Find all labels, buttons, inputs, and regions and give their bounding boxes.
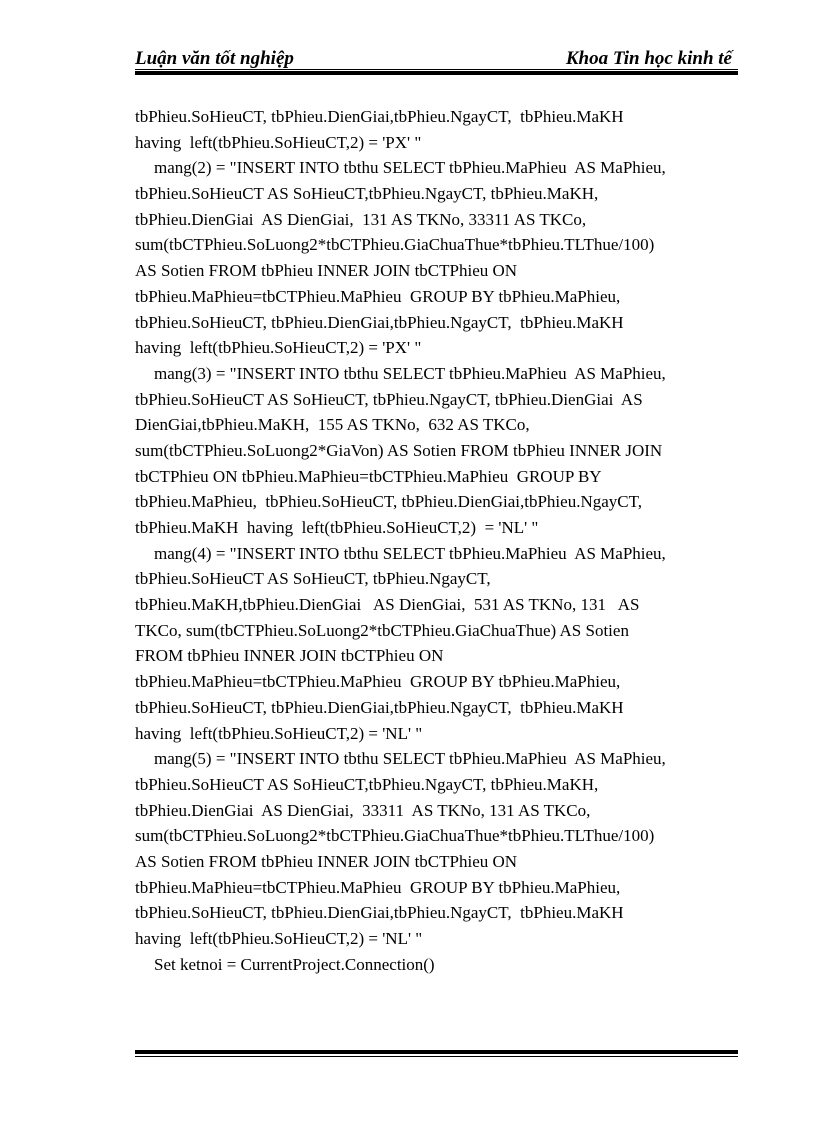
code-line: tbPhieu.DienGiai AS DienGiai, 131 AS TKNo, 33311 AS TKCo, xyxy=(135,209,587,229)
code-line: AS Sotien FROM tbPhieu INNER JOIN tbCTPhieu ON xyxy=(135,851,518,871)
code-line: tbPhieu.SoHieuCT AS SoHieuCT, tbPhieu.NgayCT, xyxy=(135,569,491,589)
faculty-name: Khoa Tin học kinh tế xyxy=(565,48,732,69)
code-line: sum(tbCTPhieu.SoLuong2*tbCTPhieu.GiaChuaThue*tbPhieu.TLThue/100) xyxy=(135,826,655,846)
code-line: tbPhieu.MaPhieu=tbCTPhieu.MaPhieu GROUP BY tbPhieu.MaPhieu, xyxy=(135,672,621,692)
code-line: tbPhieu.SoHieuCT, tbPhieu.DienGiai,tbPhieu.NgayCT, tbPhieu.MaKH xyxy=(135,903,624,923)
code-line: mang(2) = "INSERT INTO tbthu SELECT tbPhieu.MaPhieu AS MaPhieu, xyxy=(154,158,666,178)
code-line: FROM tbPhieu INNER JOIN tbCTPhieu ON xyxy=(135,646,444,666)
code-line: having left(tbPhieu.SoHieuCT,2) = 'NL' " xyxy=(135,929,423,948)
code-line: sum(tbCTPhieu.SoLuong2*GiaVon) AS Sotien FROM tbPhieu INNER JOIN xyxy=(135,440,663,460)
code-line: tbPhieu.DienGiai AS DienGiai, 33311 AS TKNo, 131 AS TKCo, xyxy=(135,800,591,820)
code-line: tbPhieu.SoHieuCT, tbPhieu.DienGiai,tbPhieu.NgayCT, tbPhieu.MaKH xyxy=(135,107,624,126)
code-line: tbPhieu.SoHieuCT AS SoHieuCT, tbPhieu.NgayCT, tbPhieu.DienGiai AS xyxy=(135,389,643,409)
code-line: having left(tbPhieu.SoHieuCT,2) = 'PX' " xyxy=(135,132,422,152)
code-line: having left(tbPhieu.SoHieuCT,2) = 'NL' " xyxy=(135,723,423,743)
footer-rule-thick xyxy=(135,1050,738,1054)
page-footer xyxy=(135,1050,738,1060)
code-line: mang(3) = "INSERT INTO tbthu SELECT tbPhieu.MaPhieu AS MaPhieu, xyxy=(154,363,666,383)
code-line: AS Sotien FROM tbPhieu INNER JOIN tbCTPhieu ON xyxy=(135,261,518,281)
thesis-title: Luận văn tốt nghiệp xyxy=(135,48,294,69)
code-line: sum(tbCTPhieu.SoLuong2*tbCTPhieu.GiaChuaThue*tbPhieu.TLThue/100) xyxy=(135,235,655,255)
code-line: mang(4) = "INSERT INTO tbthu SELECT tbPhieu.MaPhieu AS MaPhieu, xyxy=(154,543,666,563)
code-line: Set ketnoi = CurrentProject.Connection() xyxy=(154,954,435,974)
code-line: tbPhieu.SoHieuCT, tbPhieu.DienGiai,tbPhieu.NgayCT, tbPhieu.MaKH xyxy=(135,697,624,717)
code-line: mang(5) = "INSERT INTO tbthu SELECT tbPhieu.MaPhieu AS MaPhieu, xyxy=(154,749,666,769)
code-listing xyxy=(135,104,735,977)
code-line: tbPhieu.SoHieuCT, tbPhieu.DienGiai,tbPhieu.NgayCT, tbPhieu.MaKH xyxy=(135,312,624,332)
footer-rule-thin xyxy=(135,1056,738,1057)
header-rule-thick xyxy=(135,71,738,75)
code-line: tbPhieu.SoHieuCT AS SoHieuCT,tbPhieu.NgayCT, tbPhieu.MaKH, xyxy=(135,184,599,204)
code-line: tbCTPhieu ON tbPhieu.MaPhieu=tbCTPhieu.MaPhieu GROUP BY xyxy=(135,466,602,486)
code-line: tbPhieu.MaPhieu, tbPhieu.SoHieuCT, tbPhieu.DienGiai,tbPhieu.NgayCT, xyxy=(135,492,642,512)
code-line: tbPhieu.SoHieuCT AS SoHieuCT,tbPhieu.NgayCT, tbPhieu.MaKH, xyxy=(135,774,599,794)
code-line: tbPhieu.MaKH,tbPhieu.DienGiai AS DienGiai, 531 AS TKNo, 131 AS xyxy=(135,595,640,615)
header-rule-thin xyxy=(135,69,738,70)
code-line: DienGiai,tbPhieu.MaKH, 155 AS TKNo, 632 AS TKCo, xyxy=(135,415,530,435)
code-line: tbPhieu.MaPhieu=tbCTPhieu.MaPhieu GROUP BY tbPhieu.MaPhieu, xyxy=(135,877,621,897)
code-line: tbPhieu.MaKH having left(tbPhieu.SoHieuCT,2) = 'NL' " xyxy=(135,518,539,537)
code-line: TKCo, sum(tbCTPhieu.SoLuong2*tbCTPhieu.GiaChuaThue) AS Sotien xyxy=(135,620,629,640)
code-line: having left(tbPhieu.SoHieuCT,2) = 'PX' " xyxy=(135,338,422,358)
page-header xyxy=(135,46,738,72)
code-line: tbPhieu.MaPhieu=tbCTPhieu.MaPhieu GROUP BY tbPhieu.MaPhieu, xyxy=(135,286,621,306)
